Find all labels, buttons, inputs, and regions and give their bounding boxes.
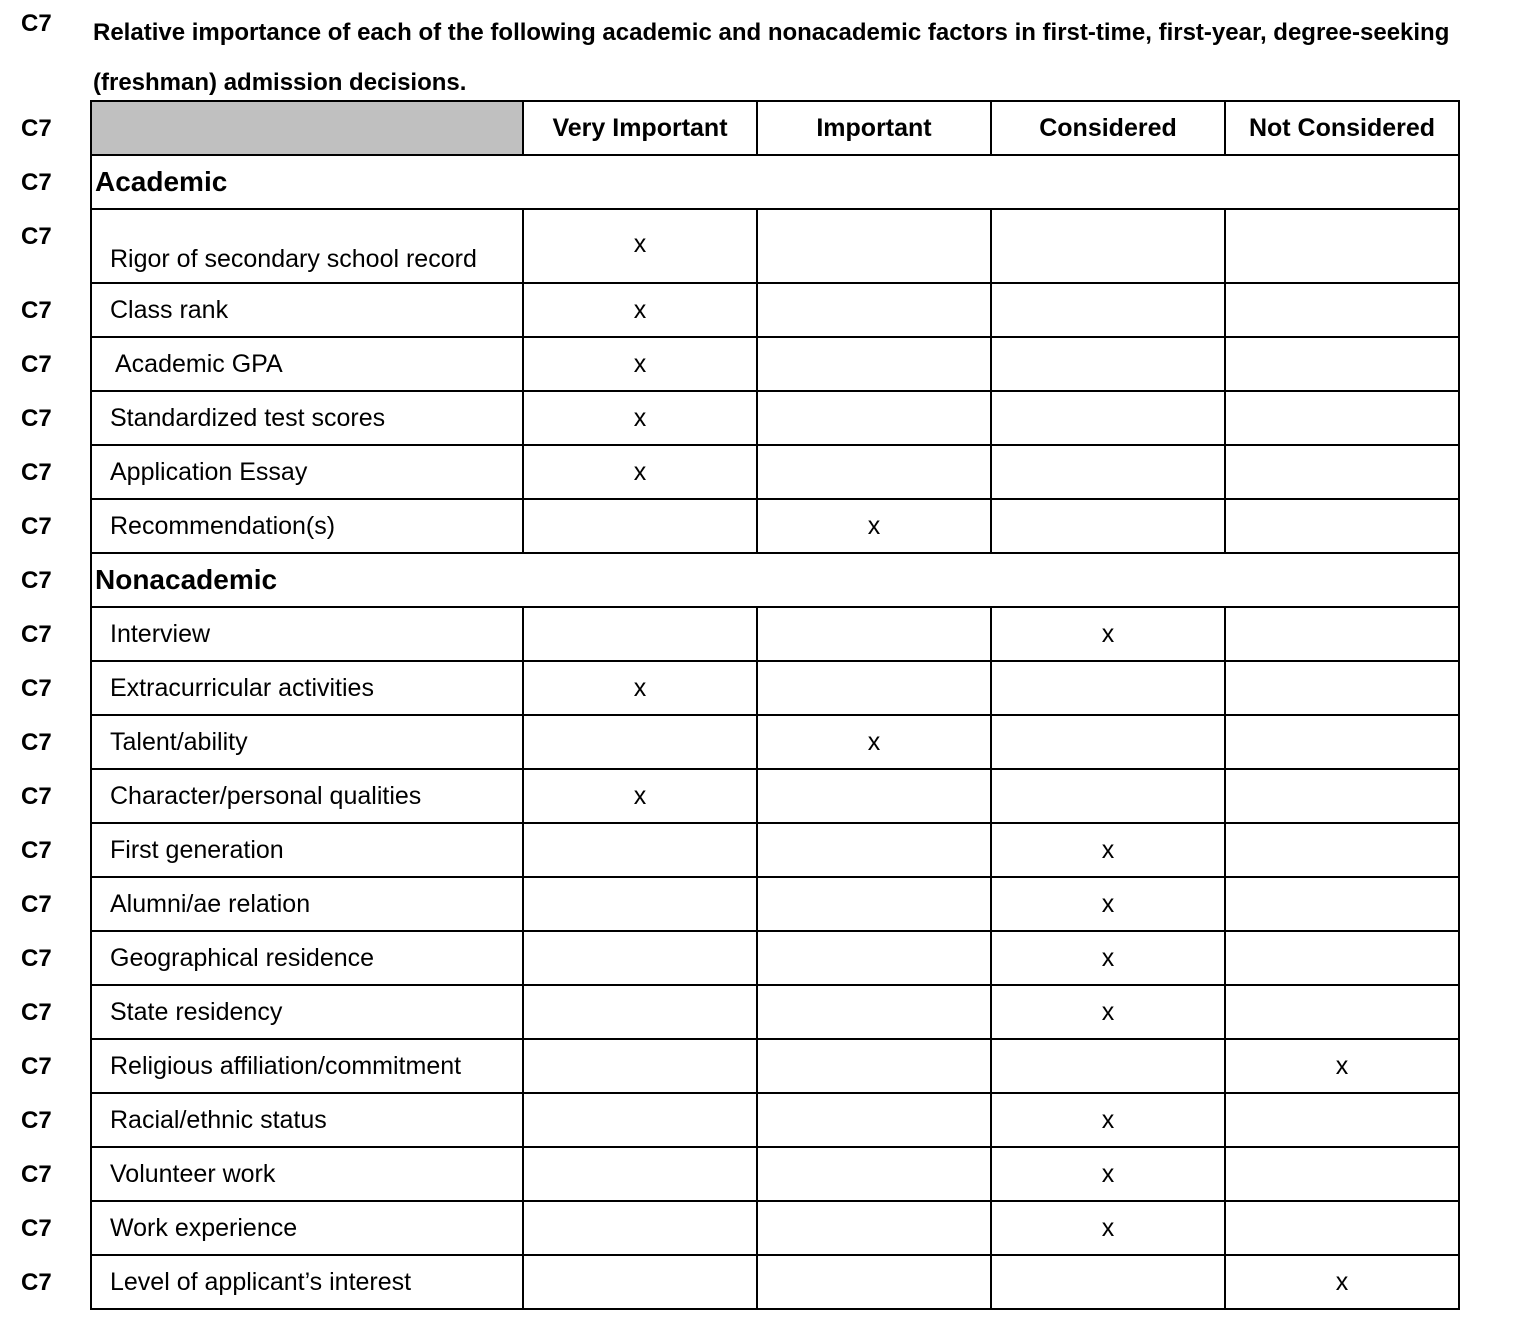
rating-cell-important — [757, 985, 991, 1039]
factor-label: Application Essay — [91, 445, 523, 499]
row-code: C7 — [21, 567, 52, 594]
rating-cell-not-considered — [1225, 877, 1459, 931]
rating-cell-important — [757, 931, 991, 985]
row-code: C7 — [21, 513, 52, 540]
rating-cell-considered — [991, 769, 1225, 823]
row-code: C7 — [21, 1161, 52, 1188]
rating-cell-considered — [991, 1255, 1225, 1309]
rating-cell-not-considered — [1225, 209, 1459, 283]
rating-mark: x — [867, 727, 881, 756]
row-code: C7 — [21, 1215, 52, 1242]
rating-cell-very-important — [523, 499, 757, 553]
rating-cell-not-considered — [1225, 391, 1459, 445]
table-row — [91, 337, 1459, 391]
table-row — [91, 877, 1459, 931]
rating-cell-important — [757, 823, 991, 877]
table-row — [91, 445, 1459, 499]
section-row-academic — [91, 155, 1459, 209]
row-code: C7 — [21, 1053, 52, 1080]
rating-cell-very-important — [523, 1255, 757, 1309]
factor-label: Religious affiliation/commitment — [91, 1039, 523, 1093]
rating-mark: x — [633, 673, 647, 702]
row-code: C7 — [21, 891, 52, 918]
row-code: C7 — [21, 405, 52, 432]
rating-cell-considered — [991, 985, 1225, 1039]
rating-cell-important — [757, 445, 991, 499]
rating-mark: x — [633, 403, 647, 432]
table-row — [91, 607, 1459, 661]
factor-label: Interview — [91, 607, 523, 661]
rating-mark: x — [1101, 1213, 1115, 1242]
rating-cell-not-considered — [1225, 1255, 1459, 1309]
row-code: C7 — [21, 115, 52, 142]
rating-cell-considered — [991, 337, 1225, 391]
table-row — [91, 715, 1459, 769]
factor-label: Level of applicant’s interest — [91, 1255, 523, 1309]
rating-cell-important — [757, 1147, 991, 1201]
row-code: C7 — [21, 223, 52, 250]
table-row — [91, 391, 1459, 445]
rating-cell-very-important — [523, 931, 757, 985]
rating-cell-very-important — [523, 769, 757, 823]
table-row — [91, 661, 1459, 715]
rating-cell-considered — [991, 1093, 1225, 1147]
row-code: C7 — [21, 1107, 52, 1134]
table-row — [91, 769, 1459, 823]
rating-mark: x — [633, 457, 647, 486]
rating-cell-important — [757, 607, 991, 661]
rating-cell-important — [757, 1093, 991, 1147]
rating-cell-considered — [991, 1147, 1225, 1201]
header-important: Important — [757, 101, 991, 155]
admission-factors-table — [90, 100, 1460, 1310]
factor-label: First generation — [91, 823, 523, 877]
table-row — [91, 1039, 1459, 1093]
section-title-nonacademic: Nonacademic — [91, 553, 1459, 607]
table-row — [91, 209, 1459, 283]
row-code: C7 — [21, 351, 52, 378]
rating-cell-not-considered — [1225, 769, 1459, 823]
row-code: C7 — [21, 459, 52, 486]
rating-mark: x — [1335, 1267, 1349, 1296]
rating-cell-considered — [991, 209, 1225, 283]
rating-cell-considered — [991, 1201, 1225, 1255]
factor-label: Alumni/ae relation — [91, 877, 523, 931]
table-row — [91, 1255, 1459, 1309]
rating-cell-not-considered — [1225, 823, 1459, 877]
table-row — [91, 823, 1459, 877]
row-code: C7 — [21, 837, 52, 864]
rating-cell-considered — [991, 607, 1225, 661]
row-code: C7 — [21, 1269, 52, 1296]
rating-cell-very-important — [523, 209, 757, 283]
factor-label: Talent/ability — [91, 715, 523, 769]
rating-cell-important — [757, 391, 991, 445]
rating-cell-important — [757, 661, 991, 715]
rating-mark: x — [1101, 1159, 1115, 1188]
factor-label: Recommendation(s) — [91, 499, 523, 553]
rating-cell-very-important — [523, 985, 757, 1039]
rating-cell-not-considered — [1225, 931, 1459, 985]
rating-cell-important — [757, 499, 991, 553]
table-row — [91, 985, 1459, 1039]
section-row-nonacademic — [91, 553, 1459, 607]
rating-cell-important — [757, 283, 991, 337]
factor-label: Academic GPA — [91, 337, 523, 391]
rating-cell-not-considered — [1225, 1201, 1459, 1255]
rating-cell-not-considered — [1225, 985, 1459, 1039]
row-code: C7 — [21, 675, 52, 702]
row-code: C7 — [21, 297, 52, 324]
rating-cell-important — [757, 877, 991, 931]
rating-cell-important — [757, 769, 991, 823]
rating-cell-not-considered — [1225, 499, 1459, 553]
header-row — [91, 101, 1459, 155]
rating-cell-considered — [991, 823, 1225, 877]
section-title-academic: Academic — [91, 155, 1459, 209]
rating-cell-not-considered — [1225, 1039, 1459, 1093]
rating-cell-important — [757, 337, 991, 391]
rating-cell-considered — [991, 715, 1225, 769]
header-considered: Considered — [991, 101, 1225, 155]
rating-mark: x — [1335, 1051, 1349, 1080]
table-row — [91, 1093, 1459, 1147]
row-code: C7 — [21, 729, 52, 756]
table-row — [91, 283, 1459, 337]
rating-cell-very-important — [523, 1039, 757, 1093]
row-code: C7 — [21, 621, 52, 648]
rating-cell-not-considered — [1225, 445, 1459, 499]
rating-cell-not-considered — [1225, 661, 1459, 715]
factor-label: Character/personal qualities — [91, 769, 523, 823]
rating-cell-considered — [991, 283, 1225, 337]
rating-cell-not-considered — [1225, 1093, 1459, 1147]
row-code: C7 — [21, 999, 52, 1026]
row-code: C7 — [21, 169, 52, 196]
factor-label: Class rank — [91, 283, 523, 337]
factor-label: State residency — [91, 985, 523, 1039]
rating-cell-important — [757, 715, 991, 769]
question-code: C7 — [21, 10, 52, 37]
rating-mark: x — [633, 349, 647, 378]
rating-mark: x — [1101, 619, 1115, 648]
rating-cell-considered — [991, 391, 1225, 445]
rating-cell-not-considered — [1225, 715, 1459, 769]
row-code: C7 — [21, 945, 52, 972]
rating-cell-very-important — [523, 877, 757, 931]
rating-cell-not-considered — [1225, 337, 1459, 391]
factor-label: Racial/ethnic status — [91, 1093, 523, 1147]
table-row — [91, 1201, 1459, 1255]
rating-cell-important — [757, 1039, 991, 1093]
rating-mark: x — [1101, 835, 1115, 864]
rating-cell-not-considered — [1225, 283, 1459, 337]
rating-mark: x — [1101, 1105, 1115, 1134]
rating-mark: x — [633, 295, 647, 324]
rating-cell-very-important — [523, 1147, 757, 1201]
rating-mark: x — [633, 230, 647, 258]
rating-cell-important — [757, 209, 991, 283]
rating-cell-very-important — [523, 607, 757, 661]
rating-cell-important — [757, 1201, 991, 1255]
factor-label: Standardized test scores — [91, 391, 523, 445]
rating-cell-considered — [991, 877, 1225, 931]
rating-cell-very-important — [523, 283, 757, 337]
table-body — [91, 155, 1459, 1309]
question-text: Relative importance of each of the following academic and nonacademic factors in first-time, first-year, degree-seeking (freshman) admission decisions. — [93, 19, 1450, 96]
rating-cell-considered — [991, 931, 1225, 985]
factor-label: Geographical residence — [91, 931, 523, 985]
rating-mark: x — [1101, 997, 1115, 1026]
factor-label: Volunteer work — [91, 1147, 523, 1201]
rating-cell-considered — [991, 445, 1225, 499]
rating-cell-considered — [991, 1039, 1225, 1093]
factor-label: Extracurricular activities — [91, 661, 523, 715]
rating-cell-very-important — [523, 823, 757, 877]
row-code: C7 — [21, 783, 52, 810]
table-row — [91, 1147, 1459, 1201]
header-not-considered: Not Considered — [1225, 101, 1459, 155]
rating-cell-very-important — [523, 337, 757, 391]
factor-label: Work experience — [91, 1201, 523, 1255]
table-row — [91, 499, 1459, 553]
rating-mark: x — [1101, 943, 1115, 972]
rating-mark: x — [867, 511, 881, 540]
rating-cell-considered — [991, 661, 1225, 715]
rating-cell-very-important — [523, 1201, 757, 1255]
rating-mark: x — [1101, 889, 1115, 918]
rating-cell-very-important — [523, 661, 757, 715]
rating-cell-important — [757, 1255, 991, 1309]
header-very-important: Very Important — [523, 101, 757, 155]
rating-mark: x — [633, 781, 647, 810]
table-row — [91, 931, 1459, 985]
rating-cell-not-considered — [1225, 607, 1459, 661]
rating-cell-very-important — [523, 715, 757, 769]
rating-cell-considered — [991, 499, 1225, 553]
header-blank-cell — [91, 101, 523, 155]
rating-cell-very-important — [523, 1093, 757, 1147]
rating-cell-not-considered — [1225, 1147, 1459, 1201]
rating-cell-very-important — [523, 391, 757, 445]
rating-cell-very-important — [523, 445, 757, 499]
factor-label: Rigor of secondary school record — [91, 209, 523, 283]
